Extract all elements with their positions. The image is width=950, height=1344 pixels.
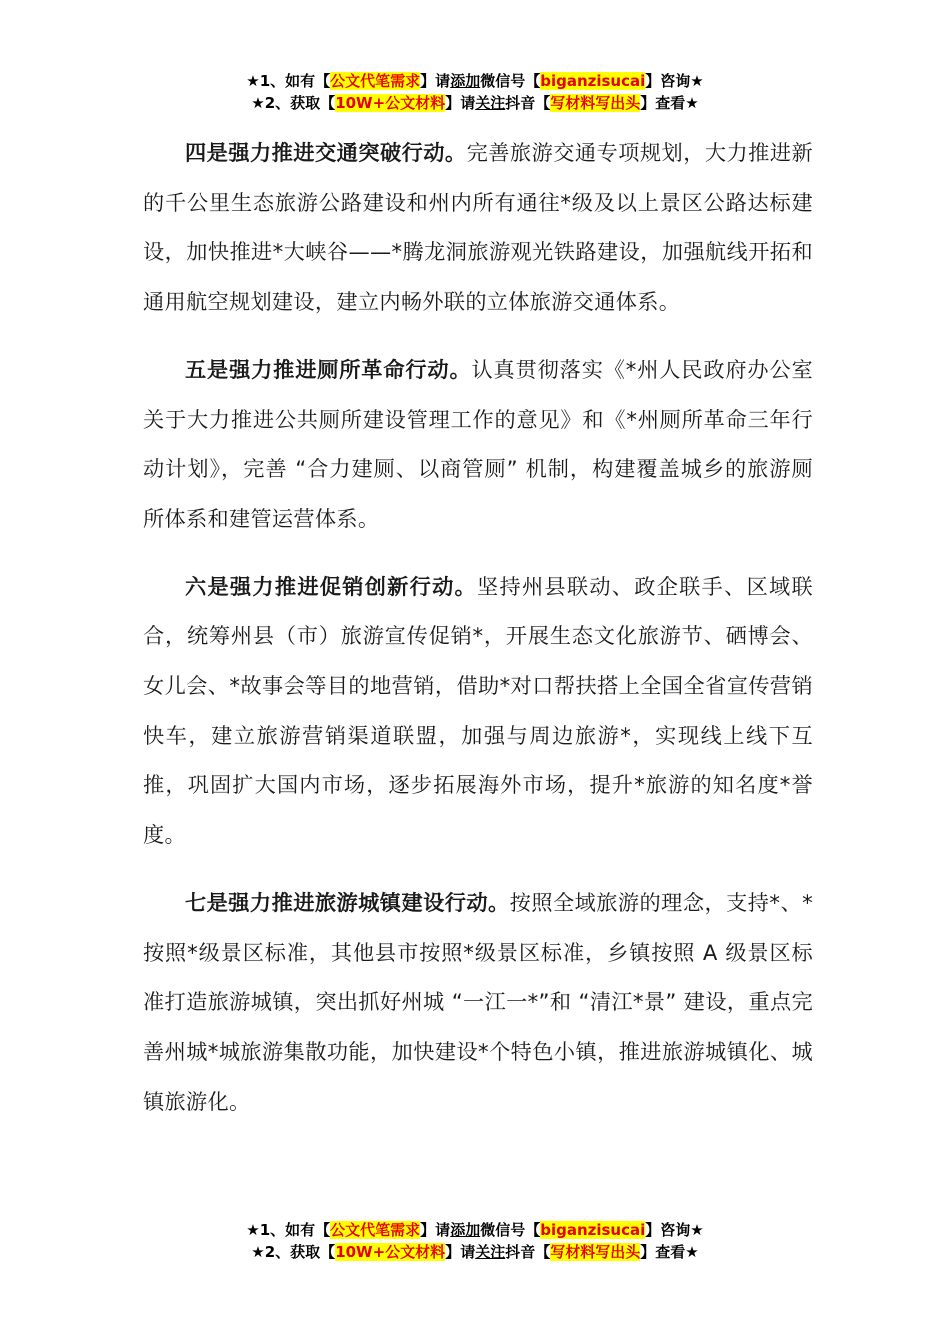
paragraph-4 — [143, 128, 813, 327]
document-body — [143, 128, 813, 1144]
wechat-id: biganzisucai — [540, 1221, 646, 1239]
paragraph-lead: 七是强力推进旅游城镇建设行动。 — [185, 889, 510, 915]
banner-highlight: 10W+公文材料 — [335, 94, 446, 112]
paragraph-text: 坚持州县联动、政企联手、区域联合，统筹州县（市）旅游宣传促销*，开展生态文化旅游节、硒博会、女儿会、*故事会等目的地营销，借助*对口帮扶搭上全国全省宣传营销快车，建立旅游营销渠道联盟，加强与周边旅游*，实现线上线下互推，巩固扩大国内市场，逐步拓展海外市场，提升*旅游的知名度*誉度。 — [143, 573, 813, 848]
paragraph-text: 认真贯彻落实《*州人民政府办公室关于大力推进公共厕所建设管理工作的意见》和《*州厕所革命三年行动计划》，完善 “合力建厕、以商管厕” 机制，构建覆盖城乡的旅游厕所体系和建管运营体系。 — [143, 356, 813, 531]
douyin-account: 写材料写出头 — [550, 1243, 641, 1261]
paragraph-lead: 四是强力推进交通突破行动。 — [185, 140, 467, 165]
banner-line-2: ★2、获取【10W+公文材料】请关注抖音【写材料写出头】查看★ — [251, 94, 699, 112]
banner-highlight: 10W+公文材料 — [335, 1243, 446, 1261]
paragraph-text: 按照全域旅游的理念，支持*、*按照*级景区标准，其他县市按照*级景区标准，乡镇按照 A 级景区标准打造旅游城镇，突出抓好州城 “一江一*”和 “清江*景” 建设，重点完善州城*城旅游集散功能，加快建设*个特色小镇，推进旅游城镇化、城镇旅游化。 — [143, 889, 813, 1114]
paragraph-7 — [143, 878, 813, 1127]
douyin-account: 写材料写出头 — [550, 94, 641, 112]
banner-highlight: 公文代笔需求 — [330, 72, 421, 90]
wechat-id: biganzisucai — [540, 72, 646, 90]
banner-line-1: ★1、如有【公文代笔需求】请添加微信号【biganzisucai】咨询★ — [246, 1221, 704, 1239]
paragraph-lead: 五是强力推进厕所革命行动。 — [185, 356, 472, 382]
paragraph-6 — [143, 562, 813, 860]
header-banner — [0, 70, 950, 114]
paragraph-5 — [143, 345, 813, 544]
banner-line-1: ★1、如有【公文代笔需求】请添加微信号【biganzisucai】咨询★ — [246, 72, 704, 90]
banner-line-2: ★2、获取【10W+公文材料】请关注抖音【写材料写出头】查看★ — [251, 1243, 699, 1261]
paragraph-text: 完善旅游交通专项规划，大力推进新的千公里生态旅游公路建设和州内所有通往*级及以上景区公路达标建设，加快推进*大峡谷——*腾龙洞旅游观光铁路建设，加强航线开拓和通用航空规划建设，建立内畅外联的立体旅游交通体系。 — [143, 140, 813, 315]
paragraph-lead: 六是强力推进促销创新行动。 — [185, 573, 478, 599]
footer-banner — [0, 1219, 950, 1263]
banner-highlight: 公文代笔需求 — [330, 1221, 421, 1239]
